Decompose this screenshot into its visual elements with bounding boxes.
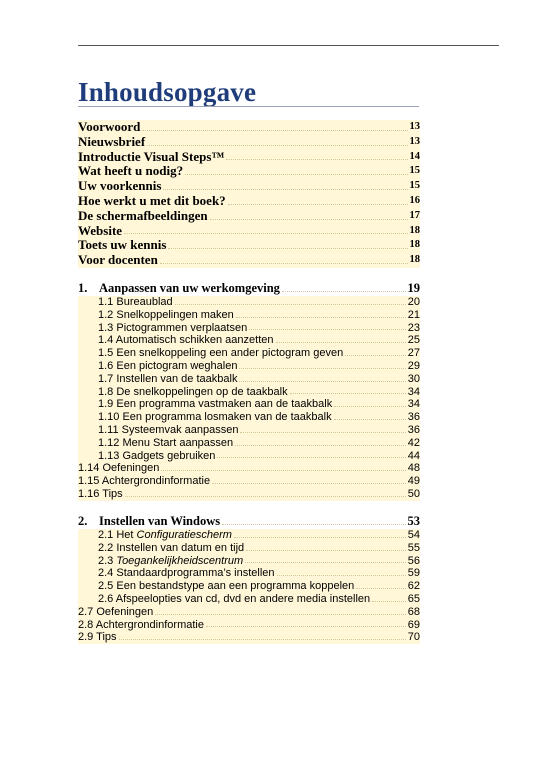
page-number: 30	[407, 372, 420, 385]
toc-section[interactable]	[78, 567, 420, 580]
page-number: 69	[407, 618, 420, 631]
dot-leader	[290, 393, 406, 394]
entry-title: 1.13 Gadgets gebruiken	[98, 449, 216, 462]
dot-leader	[125, 496, 406, 497]
toc-entry[interactable]	[78, 224, 420, 239]
dot-leader	[175, 304, 406, 305]
toc-section[interactable]	[78, 424, 420, 437]
dot-leader	[235, 445, 406, 446]
dot-leader	[124, 233, 407, 234]
page-title: Inhoudsopgave	[78, 77, 257, 107]
dot-leader	[239, 381, 405, 382]
chapter-number: 1.	[78, 281, 88, 295]
entry-title: 1.8 De snelkoppelingen op de taakbalk	[98, 385, 288, 398]
dot-leader	[334, 406, 406, 407]
toc-section[interactable]	[78, 309, 420, 322]
toc-section[interactable]	[78, 450, 420, 463]
entry-title: Wat heeft u nodig?	[78, 164, 184, 179]
page-number: 17	[409, 209, 420, 221]
entry-title: 1.1 Bureaublad	[98, 296, 173, 308]
page-number: 49	[407, 475, 420, 488]
entry-title: 1.10 Een programma losmaken van de taakbalk	[98, 411, 332, 424]
dot-leader	[226, 159, 407, 160]
page-number: 34	[407, 385, 420, 398]
page-number: 18	[409, 224, 420, 236]
entry-title: 2.9 Tips	[78, 631, 117, 644]
toc-subsection[interactable]	[78, 488, 420, 501]
entry-title: 1.2 Snelkoppelingen maken	[98, 308, 234, 321]
chapter-heading[interactable]	[78, 281, 420, 296]
front-matter-list	[78, 120, 420, 268]
toc-entry[interactable]	[78, 150, 420, 165]
dot-leader	[234, 537, 406, 538]
page-number: 62	[407, 580, 420, 593]
page-number: 65	[407, 592, 420, 605]
toc-entry[interactable]	[78, 209, 420, 224]
toc-section[interactable]	[78, 373, 420, 386]
dot-leader	[142, 130, 407, 131]
page-number: 16	[409, 194, 420, 206]
page-number: 48	[407, 462, 420, 475]
page-number: 13	[409, 121, 420, 132]
entry-title: 1.12 Menu Start aanpassen	[98, 436, 234, 449]
page-number: 23	[407, 321, 420, 334]
toc-section[interactable]	[78, 437, 420, 450]
dot-leader	[212, 483, 406, 484]
entry-title: 2.7 Oefeningen	[78, 605, 154, 618]
dot-leader	[228, 204, 408, 205]
dot-leader	[222, 524, 405, 525]
entry-title: 2.5 Een bestandstype aan een programma koppelen	[98, 580, 355, 593]
entry-title: 1.14 Oefeningen	[78, 462, 160, 475]
dot-leader	[161, 470, 405, 471]
entry-title: Uw voorkennis	[78, 179, 162, 194]
toc-entry[interactable]	[78, 120, 420, 135]
toc-section[interactable]	[78, 398, 420, 411]
page-number: 25	[407, 334, 420, 347]
dot-leader	[210, 219, 408, 220]
dot-leader	[206, 626, 406, 627]
chapter-1-block	[78, 281, 420, 501]
entry-title: Nieuwsbrief	[78, 134, 146, 149]
toc-section[interactable]	[78, 296, 420, 309]
entry-title: 1.3 Pictogrammen verplaatsen	[98, 321, 248, 334]
dot-leader	[334, 419, 406, 420]
toc-section[interactable]	[78, 555, 420, 568]
toc-subsection[interactable]	[78, 475, 420, 488]
page-number: 50	[407, 487, 420, 500]
toc-section[interactable]	[78, 411, 420, 424]
entry-title: 2.6 Afspeelopties van cd, dvd en andere media instellen	[98, 592, 371, 605]
page-number: 13	[409, 135, 420, 147]
entry-title: 1.6 Een pictogram weghalen	[98, 359, 238, 372]
dot-leader	[282, 291, 406, 292]
chapter-2-block	[78, 514, 420, 644]
page-number: 55	[407, 541, 420, 554]
toc-entry[interactable]	[78, 179, 420, 194]
dot-leader	[372, 601, 406, 602]
entry-title: 2. Instellen van Windows	[78, 514, 221, 528]
page-number: 18	[409, 254, 420, 266]
dot-leader	[356, 588, 406, 589]
page-number: 68	[407, 605, 420, 618]
dot-leader	[240, 432, 405, 433]
dot-leader	[345, 355, 406, 356]
dot-leader	[246, 550, 406, 551]
entry-title: 1.4 Automatisch schikken aanzetten	[98, 334, 274, 347]
dot-leader	[236, 317, 406, 318]
toc-entry[interactable]	[78, 253, 420, 268]
dot-leader	[155, 614, 406, 615]
entry-title: 1.11 Systeemvak aanpassen	[98, 423, 239, 436]
toc-section[interactable]	[78, 347, 420, 360]
entry-title-italic: Toegankelijkheidscentrum	[116, 554, 244, 567]
page-number: 29	[407, 359, 420, 372]
dot-leader	[119, 639, 406, 640]
entry-title: De schermafbeeldingen	[78, 208, 208, 223]
toc-section[interactable]	[78, 529, 420, 542]
entry-title: Voorwoord	[78, 120, 141, 134]
dot-leader	[276, 342, 406, 343]
header-rule	[78, 45, 499, 46]
page-number: 56	[407, 554, 420, 567]
entry-title-italic: Configuratiescherm	[136, 529, 232, 541]
toc-section[interactable]	[78, 580, 420, 593]
entry-title: 1.5 Een snelkoppeling een ander pictogram geven	[98, 347, 344, 360]
toc-section[interactable]	[78, 542, 420, 555]
entry-title: 1.15 Achtergrondinformatie	[78, 475, 211, 488]
entry-title: 2.1 Het Configuratiescherm	[98, 529, 232, 541]
dot-leader	[160, 263, 408, 264]
page-number: 53	[407, 514, 420, 528]
title-underline	[78, 106, 419, 107]
page-number: 21	[407, 308, 420, 321]
page-number: 27	[407, 347, 420, 360]
entry-title: 1.9 Een programma vastmaken aan de taakbalk	[98, 398, 333, 411]
page-number: 18	[409, 239, 420, 251]
page-number: 70	[407, 631, 420, 644]
entry-title: Voor docenten	[78, 253, 158, 268]
toc-section[interactable]	[78, 360, 420, 373]
page-number: 54	[407, 529, 420, 541]
entry-title: Introductie Visual Steps™	[78, 149, 225, 164]
dot-leader	[239, 368, 405, 369]
toc-entry[interactable]	[78, 194, 420, 209]
page-number: 14	[409, 150, 420, 162]
dot-leader	[249, 329, 406, 330]
entry-title: 2.8 Achtergrondinformatie	[78, 618, 204, 631]
entry-title: 1.16 Tips	[78, 487, 123, 500]
toc-subsection[interactable]	[78, 619, 420, 632]
page-number: 15	[409, 165, 420, 177]
toc-section[interactable]	[78, 322, 420, 335]
toc-section[interactable]	[78, 334, 420, 347]
entry-title: 2.3 Toegankelijkheidscentrum	[98, 554, 244, 567]
dot-leader	[147, 145, 407, 146]
entry-title: Hoe werkt u met dit boek?	[78, 193, 226, 208]
page-number: 42	[407, 436, 420, 449]
page-number: 44	[407, 449, 420, 462]
chapter-heading[interactable]	[78, 514, 420, 529]
dot-leader	[185, 174, 407, 175]
chapter-number: 2.	[78, 514, 88, 528]
toc-entry[interactable]	[78, 164, 420, 179]
dot-leader	[277, 575, 406, 576]
toc-entry[interactable]	[78, 135, 420, 150]
toc-subsection[interactable]	[78, 606, 420, 619]
page-number: 19	[407, 281, 420, 295]
entry-title: 1.7 Instellen van de taakbalk	[98, 372, 238, 385]
page-number: 36	[407, 411, 420, 424]
entry-title: 1. Aanpassen van uw werkomgeving	[78, 281, 280, 295]
toc-section[interactable]	[78, 386, 420, 399]
entry-title: Toets uw kennis	[78, 238, 167, 253]
toc-section[interactable]	[78, 593, 420, 606]
page-number: 15	[409, 180, 420, 192]
dot-leader	[168, 248, 407, 249]
entry-title: Website	[78, 223, 123, 238]
page-number: 20	[407, 296, 420, 308]
dot-leader	[163, 189, 407, 190]
page-number: 59	[407, 567, 420, 580]
dot-leader	[245, 562, 406, 563]
toc-subsection[interactable]	[78, 462, 420, 475]
entry-title: 2.2 Instellen van datum en tijd	[98, 541, 245, 554]
toc-entry[interactable]	[78, 238, 420, 253]
page-number: 34	[407, 398, 420, 411]
page-number: 36	[407, 423, 420, 436]
entry-title: 2.4 Standaardprogramma’s instellen	[98, 567, 275, 580]
toc-subsection[interactable]	[78, 631, 420, 644]
dot-leader	[217, 457, 405, 458]
